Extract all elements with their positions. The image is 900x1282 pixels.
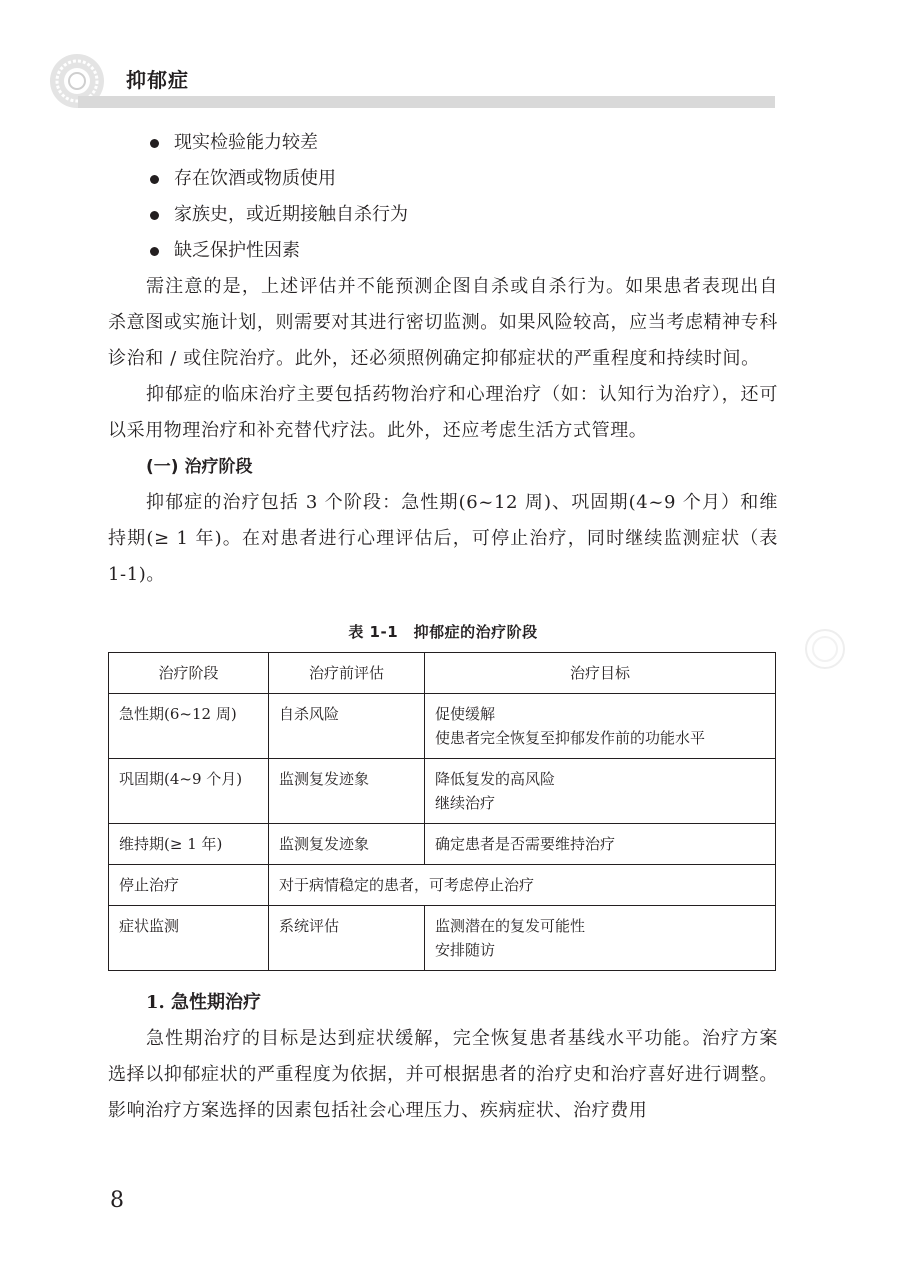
section-heading-acute: 1. 急性期治疗	[146, 992, 262, 1013]
page-body	[108, 125, 778, 1129]
subheading-treatment-stages: (一) 治疗阶段	[146, 457, 253, 477]
goal-line: 确定患者是否需要维持治疗	[435, 835, 616, 853]
table-row	[109, 906, 776, 971]
goal-line: 继续治疗	[435, 794, 496, 812]
bullet-item: 现实检验能力较差	[108, 125, 778, 161]
table-cell-stage: 急性期(6~12 周)	[109, 694, 269, 759]
table-cell-merged: 对于病情稳定的患者，可考虑停止治疗	[269, 865, 776, 906]
table-cell-stage: 维持期(≥ 1 年)	[109, 824, 269, 865]
paragraph-treatment: 抑郁症的临床治疗主要包括药物治疗和心理治疗（如：认知行为治疗），还可以采用物理治疗和补充替代疗法。此外，还应考虑生活方式管理。	[108, 384, 778, 441]
table-cell-goals	[425, 759, 776, 824]
bullet-item: 家族史，或近期接触自杀行为	[108, 197, 778, 233]
header-rule	[78, 96, 775, 108]
page-header	[48, 52, 775, 110]
table-cell-goals	[425, 906, 776, 971]
table-cell-stage: 巩固期(4~9 个月)	[109, 759, 269, 824]
table-cell-assessment: 系统评估	[269, 906, 425, 971]
table-header-cell: 治疗前评估	[269, 653, 425, 694]
table-header-cell: 治疗阶段	[109, 653, 269, 694]
table-cell-assessment: 自杀风险	[269, 694, 425, 759]
publisher-watermark-icon	[804, 628, 846, 670]
page-number: 8	[110, 1188, 124, 1213]
goal-line: 安排随访	[435, 941, 496, 959]
goal-line: 使患者完全恢复至抑郁发作前的功能水平	[435, 729, 706, 747]
table-header-row	[109, 653, 776, 694]
table-caption: 表 1-1 抑郁症的治疗阶段	[348, 623, 538, 641]
paragraph-stages: 抑郁症的治疗包括 3 个阶段：急性期(6~12 周)、巩固期(4~9 个月）和维持期(≥ 1 年)。在对患者进行心理评估后，可停止治疗，同时继续监测症状（表 1-1)。	[108, 492, 778, 585]
table-cell-goals	[425, 694, 776, 759]
table-cell-assessment: 监测复发迹象	[269, 759, 425, 824]
table-header-cell: 治疗目标	[425, 653, 776, 694]
goal-line: 监测潜在的复发可能性	[435, 917, 586, 935]
table-row	[109, 824, 776, 865]
goal-line: 促使缓解	[435, 705, 496, 723]
table-row	[109, 759, 776, 824]
bullet-item: 缺乏保护性因素	[108, 233, 778, 269]
table-cell-stage: 症状监测	[109, 906, 269, 971]
running-header-title: 抑郁症	[126, 68, 189, 92]
table-row	[109, 865, 776, 906]
paragraph-risk: 需注意的是，上述评估并不能预测企图自杀或自杀行为。如果患者表现出自杀意图或实施计划，则需要对其进行密切监测。如果风险较高，应当考虑精神专科诊治和 / 或住院治疗。此外，还必须照例确定抑郁症状的严重程度和持续时间。	[108, 276, 778, 369]
paragraph-acute: 急性期治疗的目标是达到症状缓解，完全恢复患者基线水平功能。治疗方案选择以抑郁症状的严重程度为依据，并可根据患者的治疗史和治疗喜好进行调整。影响治疗方案选择的因素包括社会心理压力、疾病症状、治疗费用	[108, 1028, 778, 1121]
goal-line: 降低复发的高风险	[435, 770, 556, 788]
table-row	[109, 694, 776, 759]
table-cell-stage: 停止治疗	[109, 865, 269, 906]
table-cell-assessment: 监测复发迹象	[269, 824, 425, 865]
treatment-stages-table	[108, 652, 776, 971]
table-cell-goals	[425, 824, 776, 865]
bullet-item: 存在饮酒或物质使用	[108, 161, 778, 197]
